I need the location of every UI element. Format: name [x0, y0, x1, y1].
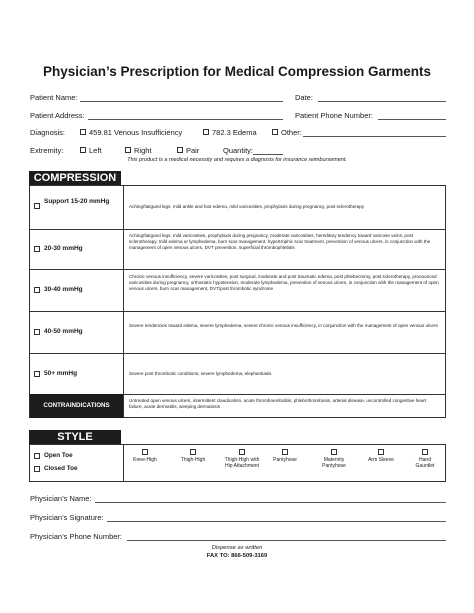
thigh-high-hip-label: Thigh-High with Hip Attachment: [224, 457, 260, 469]
compression-heading: COMPRESSION: [29, 171, 121, 185]
30-40-checkbox[interactable]: [34, 287, 40, 293]
arm-sleeve-label: Arm Sleeve: [368, 457, 394, 463]
physician-name-label: Physician’s Name:: [30, 494, 92, 503]
extremity-pair-checkbox[interactable]: [177, 147, 183, 153]
row-divider: [30, 353, 445, 354]
diagnosis-edema-checkbox[interactable]: [203, 129, 209, 135]
fax-number: FAX TO: 866-509-3169: [206, 553, 268, 559]
row-divider: [30, 229, 445, 230]
hand-gauntlet-label: Hand Gauntlet: [415, 457, 435, 469]
20-30-label: 20-30 mmHg: [44, 245, 83, 252]
physician-signature-label: Physician’s Signature:: [30, 513, 104, 522]
30-40-label: 30-40 mmHg: [44, 286, 83, 293]
support-label: Support 15-20 mmHg: [44, 198, 110, 205]
extremity-left-checkbox[interactable]: [80, 147, 86, 153]
date-label: Date:: [295, 93, 313, 102]
extremity-label: Extremity:: [30, 146, 64, 155]
diagnosis-venous-checkbox[interactable]: [80, 129, 86, 135]
40-50-label: 40-50 mmHg: [44, 328, 83, 335]
patient-phone-field[interactable]: [378, 119, 446, 120]
diagnosis-other-checkbox[interactable]: [272, 129, 278, 135]
arm-sleeve-checkbox[interactable]: [378, 449, 384, 455]
extremity-right-label: Right: [134, 146, 152, 155]
form-title: Physician’s Prescription for Medical Compression Garments: [42, 64, 432, 79]
support-description: Aching/fatigued legs, mild ankle and foot edema, mild varicosities, prophylaxis during pregnancy, post sclerotherapy: [129, 204, 365, 209]
contraindications-text: Untreated open venous ulcers, intermittent claudication, acute thromboembolitis, phlebothrombosis, arterial disease, uncontrolled congestive heart failure, acute dermatitis, weeping dermatosis: [129, 398, 427, 409]
physician-name-field[interactable]: [95, 502, 446, 503]
extremity-pair-label: Pair: [186, 146, 200, 155]
extremity-right-checkbox[interactable]: [125, 147, 131, 153]
40-50-checkbox[interactable]: [34, 329, 40, 335]
30-40-description: Chronic venous insufficiency, severe varicosities, post surgical, moderate and post traumatic edema, post phlebectomy, post sclerotherapy, pronounced varicosities during pregnancy, orthostatic hypotension, moderate lymphedema, prevention of venous ulcers, in conjunction with the management of open venous ulcers, burn scar management, DVT/post thrombotic syndrome: [129, 274, 439, 291]
column-divider: [123, 186, 124, 417]
support-checkbox[interactable]: [34, 203, 40, 209]
diagnosis-label: Diagnosis:: [30, 128, 66, 137]
diagnosis-other-field[interactable]: [303, 136, 446, 137]
column-divider: [123, 445, 124, 481]
necessity-note: This product is a medical necessity and requires a diagnosis for insurance reimbursement.: [127, 157, 347, 163]
20-30-description: Aching/fatigued legs, mild varicosities, prophylaxis during pregnancy, moderate varicosities, hereditary tendency toward varicose veins, post sclerotherapy, mild edema or lymphedema, burn scar management, hypertrophic scar treatment, prevention of venous ulcers, in conjunction with the management of open venous ulcers, DVT prevention, superficial thrombophlebitis: [129, 233, 431, 250]
closed-toe-label: Closed Toe: [44, 465, 78, 472]
date-field[interactable]: [318, 101, 446, 102]
50-plus-label: 50+ mmHg: [44, 370, 78, 377]
50-plus-checkbox[interactable]: [34, 371, 40, 377]
maternity-pantyhose-checkbox[interactable]: [331, 449, 337, 455]
row-divider: [30, 269, 445, 270]
40-50-description: Severe tendencies toward edema, severe lymphedema, severe chronic venous insufficiency, in conjunction with the management of open venous ulcers: [129, 323, 438, 328]
50-plus-description: Severe post thrombotic conditions, severe lymphedema, elephantiasis: [129, 371, 272, 376]
20-30-checkbox[interactable]: [34, 246, 40, 252]
physician-signature-field[interactable]: [107, 521, 446, 522]
closed-toe-checkbox[interactable]: [34, 466, 40, 472]
quantity-label: Quantity:: [223, 146, 254, 155]
patient-address-field[interactable]: [88, 119, 283, 120]
patient-name-field[interactable]: [80, 101, 283, 102]
patient-address-label: Patient Address:: [30, 111, 85, 120]
physician-phone-label: Physician’s Phone Number:: [30, 532, 122, 541]
compression-table: [29, 185, 446, 418]
quantity-field[interactable]: [253, 154, 283, 155]
physician-phone-field[interactable]: [127, 540, 446, 541]
style-table: [29, 444, 446, 482]
extremity-left-label: Left: [89, 146, 102, 155]
knee-high-checkbox[interactable]: [142, 449, 148, 455]
knee-high-label: Knee-High: [133, 457, 157, 463]
diagnosis-edema-label: 782.3 Edema: [212, 128, 257, 137]
maternity-pantyhose-label: Maternity Pantyhose: [322, 457, 346, 469]
contraindications-label: CONTRAINDICATIONS: [30, 394, 123, 418]
thigh-high-hip-checkbox[interactable]: [239, 449, 245, 455]
pantyhose-label: Pantyhose: [273, 457, 297, 463]
thigh-high-label: Thigh-High: [180, 457, 206, 463]
style-heading: STYLE: [29, 430, 121, 444]
hand-gauntlet-checkbox[interactable]: [422, 449, 428, 455]
row-divider: [30, 311, 445, 312]
thigh-high-checkbox[interactable]: [190, 449, 196, 455]
diagnosis-venous-label: 459.81 Venous Insufficiency: [89, 128, 183, 137]
diagnosis-other-label: Other:: [281, 128, 302, 137]
patient-name-label: Patient Name:: [30, 93, 78, 102]
open-toe-checkbox[interactable]: [34, 453, 40, 459]
dispense-note: Dispense as written: [211, 545, 263, 551]
patient-phone-label: Patient Phone Number:: [295, 111, 373, 120]
pantyhose-checkbox[interactable]: [282, 449, 288, 455]
open-toe-label: Open Toe: [44, 452, 73, 459]
